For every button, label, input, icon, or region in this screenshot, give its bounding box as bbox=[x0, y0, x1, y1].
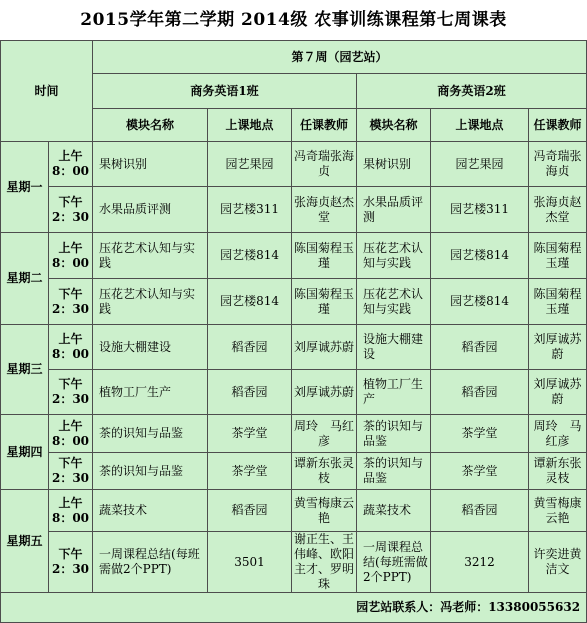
teacher-col-header: 任课教师 bbox=[292, 109, 357, 142]
period-label: 上午 bbox=[58, 495, 83, 510]
teacher-cell: 张海贞赵杰堂 bbox=[292, 187, 357, 233]
time-header: 时间 bbox=[1, 41, 93, 142]
period-label: 下午 bbox=[58, 194, 83, 209]
time-slot bbox=[49, 532, 93, 593]
teacher-cell: 陈国菊程玉瑾 bbox=[529, 233, 587, 279]
module-cell: 设施大棚建设 bbox=[93, 325, 208, 370]
time-slot bbox=[49, 325, 93, 370]
location-cell: 3501 bbox=[208, 532, 292, 593]
location-cell: 稻香园 bbox=[431, 325, 529, 370]
module-cell: 设施大棚建设 bbox=[357, 325, 431, 370]
class2-header: 商务英语2班 bbox=[357, 74, 587, 109]
schedule-table bbox=[0, 40, 587, 623]
teacher-cell: 陈国菊程玉瑾 bbox=[292, 233, 357, 279]
time-label: 8：00 bbox=[51, 510, 90, 525]
day-label: 星期四 bbox=[1, 415, 49, 490]
location-cell: 园艺楼311 bbox=[208, 187, 292, 233]
module-cell: 果树识别 bbox=[93, 142, 208, 187]
teacher-cell: 陈国菊程玉瑾 bbox=[292, 279, 357, 325]
module-cell: 压花艺术认知与实践 bbox=[93, 233, 208, 279]
location-cell: 稻香园 bbox=[431, 370, 529, 415]
time-label: 8：00 bbox=[51, 347, 90, 361]
time-label: 2：30 bbox=[51, 301, 90, 316]
module-col-header: 模块名称 bbox=[357, 109, 431, 142]
time-slot bbox=[49, 490, 93, 532]
location-col-header: 上课地点 bbox=[431, 109, 529, 142]
teacher-cell: 冯奇瑞张海贞 bbox=[292, 142, 357, 187]
schedule-row bbox=[1, 187, 587, 233]
location-cell: 园艺楼814 bbox=[208, 279, 292, 325]
class1-header: 商务英语1班 bbox=[93, 74, 357, 109]
time-label: 2：30 bbox=[51, 209, 90, 224]
module-cell: 果树识别 bbox=[357, 142, 431, 187]
module-cell: 植物工厂生产 bbox=[93, 370, 208, 415]
schedule-row bbox=[1, 415, 587, 453]
period-label: 下午 bbox=[58, 286, 83, 301]
schedule-row bbox=[1, 453, 587, 490]
location-cell: 稻香园 bbox=[431, 490, 529, 532]
time-label: 8：00 bbox=[51, 433, 90, 448]
location-col-header: 上课地点 bbox=[208, 109, 292, 142]
location-cell: 园艺果园 bbox=[431, 142, 529, 187]
time-slot bbox=[49, 453, 93, 490]
teacher-cell: 刘厚诚苏蔚 bbox=[529, 325, 587, 370]
module-cell: 一周课程总结(每班需做2个PPT) bbox=[93, 532, 208, 593]
time-label: 2：30 bbox=[51, 471, 90, 485]
teacher-cell: 许奕进黄洁文 bbox=[529, 532, 587, 593]
time-slot bbox=[49, 370, 93, 415]
module-cell: 压花艺术认知与实践 bbox=[357, 279, 431, 325]
week-header: 第７周（园艺站） bbox=[93, 41, 587, 74]
time-label: 8：00 bbox=[51, 255, 90, 270]
location-cell: 茶学堂 bbox=[208, 453, 292, 490]
period-label: 上午 bbox=[58, 240, 83, 255]
teacher-cell: 冯奇瑞张海贞 bbox=[529, 142, 587, 187]
module-cell: 压花艺术认知与实践 bbox=[93, 279, 208, 325]
module-col-header: 模块名称 bbox=[93, 109, 208, 142]
teacher-cell: 刘厚诚苏蔚 bbox=[292, 370, 357, 415]
teacher-cell: 周玲 马红彦 bbox=[292, 415, 357, 453]
module-cell: 茶的识知与品鉴 bbox=[93, 453, 208, 490]
location-cell: 园艺楼814 bbox=[208, 233, 292, 279]
module-cell: 蔬菜技术 bbox=[357, 490, 431, 532]
teacher-cell: 谢正生、王伟峰、欧阳主才、罗明珠 bbox=[292, 532, 357, 593]
period-label: 上午 bbox=[58, 149, 83, 163]
teacher-cell: 陈国菊程玉瑾 bbox=[529, 279, 587, 325]
teacher-cell: 黄雪梅康云艳 bbox=[529, 490, 587, 532]
module-cell: 一周课程总结(每班需做2个PPT) bbox=[357, 532, 431, 593]
location-cell: 3212 bbox=[431, 532, 529, 593]
period-label: 下午 bbox=[58, 456, 83, 470]
schedule-row bbox=[1, 279, 587, 325]
time-label: 2：30 bbox=[51, 392, 90, 406]
module-cell: 茶的识知与品鉴 bbox=[357, 415, 431, 453]
contact-info: 园艺站联系人：冯老师：13380055632 bbox=[1, 593, 587, 623]
schedule-row bbox=[1, 532, 587, 593]
teacher-col-header: 任课教师 bbox=[529, 109, 587, 142]
teacher-cell: 黄雪梅康云艳 bbox=[292, 490, 357, 532]
schedule-title: 2015学年第二学期 2014级 农事训练课程第七周课表 bbox=[80, 10, 507, 30]
time-slot bbox=[49, 187, 93, 233]
teacher-cell: 谭新东张灵枝 bbox=[292, 453, 357, 490]
location-cell: 园艺果园 bbox=[208, 142, 292, 187]
teacher-cell: 周玲 马红彦 bbox=[529, 415, 587, 453]
time-label: 2：30 bbox=[51, 562, 90, 576]
time-slot bbox=[49, 233, 93, 279]
location-cell: 茶学堂 bbox=[431, 415, 529, 453]
location-cell: 稻香园 bbox=[208, 325, 292, 370]
schedule-row bbox=[1, 142, 587, 187]
location-cell: 稻香园 bbox=[208, 370, 292, 415]
day-label: 星期三 bbox=[1, 325, 49, 415]
day-label: 星期二 bbox=[1, 233, 49, 325]
location-cell: 茶学堂 bbox=[431, 453, 529, 490]
time-slot bbox=[49, 279, 93, 325]
location-cell: 稻香园 bbox=[208, 490, 292, 532]
time-label: 8：00 bbox=[51, 164, 90, 178]
schedule-row bbox=[1, 490, 587, 532]
period-label: 上午 bbox=[58, 418, 83, 433]
schedule-row bbox=[1, 325, 587, 370]
day-label: 星期一 bbox=[1, 142, 49, 233]
day-label: 星期五 bbox=[1, 490, 49, 593]
period-label: 上午 bbox=[58, 332, 83, 346]
module-cell: 茶的识知与品鉴 bbox=[93, 415, 208, 453]
module-cell: 茶的识知与品鉴 bbox=[357, 453, 431, 490]
teacher-cell: 刘厚诚苏蔚 bbox=[292, 325, 357, 370]
location-cell: 园艺楼814 bbox=[431, 233, 529, 279]
schedule-row bbox=[1, 370, 587, 415]
module-cell: 植物工厂生产 bbox=[357, 370, 431, 415]
contact-row bbox=[1, 593, 587, 623]
location-cell: 茶学堂 bbox=[208, 415, 292, 453]
module-cell: 蔬菜技术 bbox=[93, 490, 208, 532]
teacher-cell: 刘厚诚苏蔚 bbox=[529, 370, 587, 415]
time-slot bbox=[49, 415, 93, 453]
module-cell: 水果品质评测 bbox=[357, 187, 431, 233]
time-slot bbox=[49, 142, 93, 187]
location-cell: 园艺楼814 bbox=[431, 279, 529, 325]
teacher-cell: 谭新东张灵枝 bbox=[529, 453, 587, 490]
teacher-cell: 张海贞赵杰堂 bbox=[529, 187, 587, 233]
period-label: 下午 bbox=[58, 377, 83, 391]
schedule-row bbox=[1, 233, 587, 279]
module-cell: 压花艺术认知与实践 bbox=[357, 233, 431, 279]
location-cell: 园艺楼311 bbox=[431, 187, 529, 233]
module-cell: 水果品质评测 bbox=[93, 187, 208, 233]
period-label: 下午 bbox=[58, 547, 83, 561]
